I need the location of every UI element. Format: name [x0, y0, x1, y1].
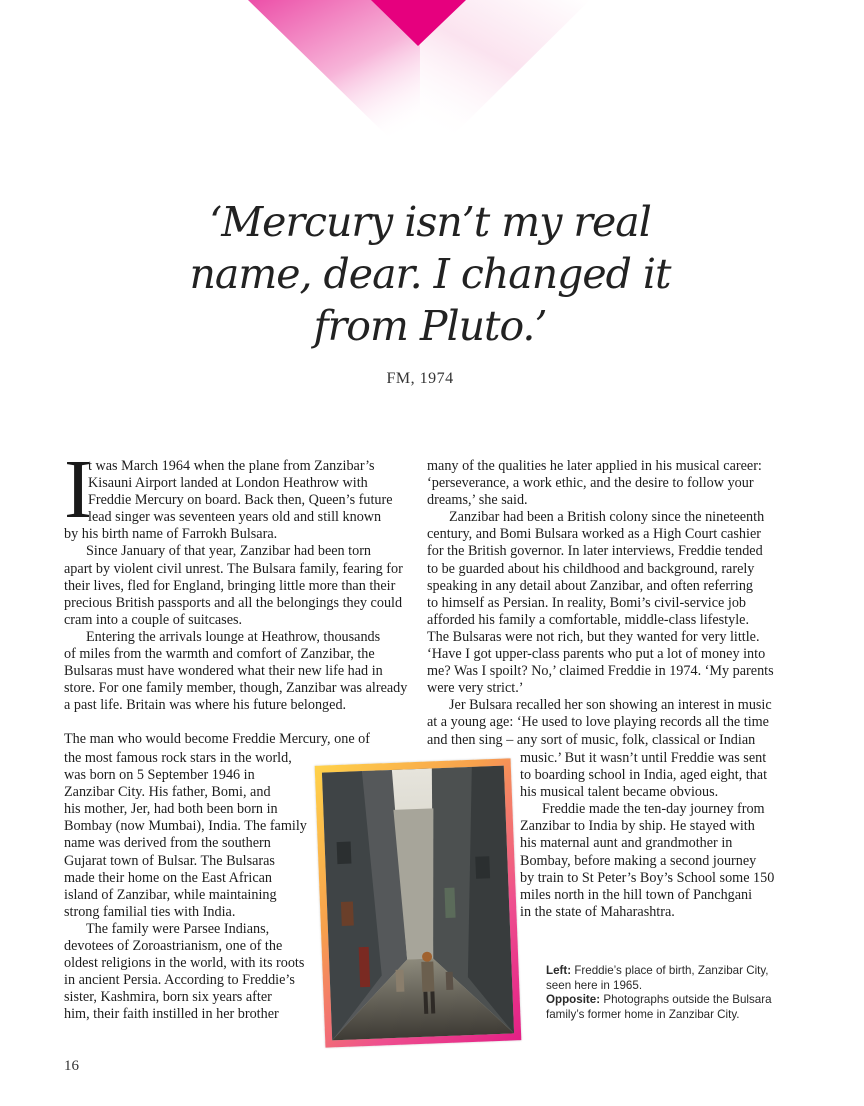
text-line: devotees of Zoroastrianism, one of the	[64, 938, 283, 955]
caption-opposite-cont: family’s former home in Zanzibar City.	[546, 1008, 740, 1022]
text-line: dreams,’ she said.	[427, 492, 528, 509]
zanzibar-street-photo	[322, 766, 514, 1041]
text-line: oldest religions in the world, with its roots	[64, 955, 305, 972]
text-line: miles north in the hill town of Panchgani	[520, 886, 753, 903]
caption-opposite	[546, 993, 786, 1008]
caption-opposite-text: Photographs outside the Bulsara	[600, 993, 772, 1007]
caption-left-label: Left:	[546, 964, 572, 977]
text-line: to be guarded about his childhood and background, rarely	[427, 560, 755, 577]
article-column-left-top	[64, 443, 424, 749]
text-line: Freddie Mercury on board. Back then, Queen’s future	[88, 492, 393, 509]
text-line: by train to St Peter’s Boy’s School some 150	[520, 869, 775, 886]
text-line: made their home on the East African	[64, 869, 273, 886]
text-line: the most famous rock stars in the world,	[64, 750, 292, 766]
text-line: Bombay, before making a second journey	[520, 852, 757, 869]
page-number: 16	[64, 1058, 79, 1074]
pull-quote	[180, 196, 680, 352]
text-line: Gujarat town of Bulsar. The Bulsaras	[64, 852, 275, 869]
text-line: was born on 5 September 1946 in	[64, 767, 255, 784]
text-line: Bombay (now Mumbai), India. The family	[64, 818, 307, 835]
text-line: me? Was I spoilt? No,’ claimed Freddie in 1974. ‘My parents	[427, 663, 774, 680]
text-line: sister, Kashmira, born six years after	[64, 989, 272, 1006]
text-line: their lives, fled for England, bringing little more than their	[64, 577, 396, 594]
photo-frame	[315, 758, 522, 1047]
text-line: precious British passports and all the belongings they could	[64, 594, 403, 611]
text-line: speaking in any detail about Zanzibar, and often referring	[427, 577, 754, 594]
text-line: Freddie made the ten-day journey from	[542, 801, 765, 818]
text-line: of miles from the warmth and comfort of Zanzibar, the	[64, 646, 375, 663]
text-line: at a young age: ‘He used to love playing records all the time	[427, 714, 769, 731]
text-line: Zanzibar to India by ship. He stayed with	[520, 818, 755, 835]
text-line: Kisauni Airport landed at London Heathrow with	[88, 475, 368, 492]
text-line: t was March 1964 when the plane from Zanzibar’s	[88, 458, 375, 474]
text-line: were very strict.’	[427, 680, 524, 697]
text-line: him, their faith instilled in her brother	[64, 1006, 279, 1023]
text-line: strong familial ties with India.	[64, 903, 236, 920]
text-line: island of Zanzibar, while maintaining	[64, 886, 277, 903]
text-line: century, and Bomi Bulsara worked as a High Court cashier	[427, 526, 761, 543]
text-line: Since January of that year, Zanzibar had been torn	[86, 543, 372, 560]
text-line: The family were Parsee Indians,	[86, 920, 270, 937]
pink-triangle-decoration	[0, 0, 864, 180]
article-column-left-bottom	[64, 750, 314, 1024]
text-line: Jer Bulsara recalled her son showing an interest in music	[449, 697, 772, 714]
text-line: his mother, Jer, had both been born in	[64, 801, 278, 818]
text-line: store. For one family member, though, Zanzibar was already	[64, 680, 408, 697]
text-line: The Bulsaras were not rich, but they wanted for very little.	[427, 628, 760, 645]
text-line: name was derived from the southern	[64, 835, 271, 852]
text-line: by his birth name of Farrokh Bulsara.	[64, 526, 278, 543]
text-line: music.’ But it wasn’t until Freddie was sent	[520, 750, 767, 766]
caption-left-text: Freddie’s place of birth, Zanzibar City,	[571, 964, 769, 977]
caption-left-cont: seen here in 1965.	[546, 978, 643, 992]
text-line: for the British governor. In later interviews, Freddie tended	[427, 543, 763, 560]
text-line: apart by violent civil unrest. The Bulsara family, fearing for	[64, 560, 403, 577]
drop-cap: I	[64, 443, 92, 536]
quote-attribution: FM, 1974	[386, 370, 454, 387]
text-line: a past life. Britain was where his future belonged.	[64, 697, 347, 714]
text-line: ‘perseverance, a work ethic, and the desire to follow your	[427, 475, 754, 492]
text-line: afforded his family a comfortable, middle-class lifestyle.	[427, 611, 750, 628]
article-column-right-bottom	[520, 750, 810, 921]
text-line: his musical talent became obvious.	[520, 784, 719, 801]
text-line: to himself as Persian. In reality, Bomi’s civil-service job	[427, 594, 747, 611]
text-line: Entering the arrivals lounge at Heathrow, thousands	[86, 628, 381, 645]
photo-caption	[546, 964, 786, 1023]
text-line: and then sing – any sort of music, folk, classical or Indian	[427, 731, 756, 748]
pull-quote-line: from Pluto.’	[313, 302, 547, 350]
caption-left	[546, 964, 786, 979]
text-line: The man who would become Freddie Mercury, one of	[64, 731, 370, 748]
text-line: cram into a couple of suitcases.	[64, 611, 243, 628]
pull-quote-line: ‘Mercury isn’t my real	[209, 198, 651, 246]
text-line: in ancient Persia. According to Freddie’s	[64, 972, 295, 989]
pull-quote-line: name, dear. I changed it	[189, 250, 671, 298]
caption-opposite-label: Opposite:	[546, 993, 601, 1007]
text-line: Zanzibar had been a British colony since the nineteenth	[449, 509, 765, 526]
text-line: lead singer was seventeen years old and still known	[88, 509, 382, 526]
text-line: many of the qualities he later applied in his musical career:	[427, 458, 762, 474]
text-line: Zanzibar City. His father, Bomi, and	[64, 784, 271, 801]
text-line: his maternal aunt and grandmother in	[520, 835, 733, 852]
article-column-right-top	[427, 458, 807, 749]
text-line: ‘Have I got upper-class parents who put a lot of money into	[427, 646, 766, 663]
text-line: in the state of Maharashtra.	[520, 903, 675, 920]
text-line: Bulsaras must have wondered what their new life had in	[64, 663, 383, 680]
text-line: to boarding school in India, aged eight, that	[520, 767, 768, 784]
